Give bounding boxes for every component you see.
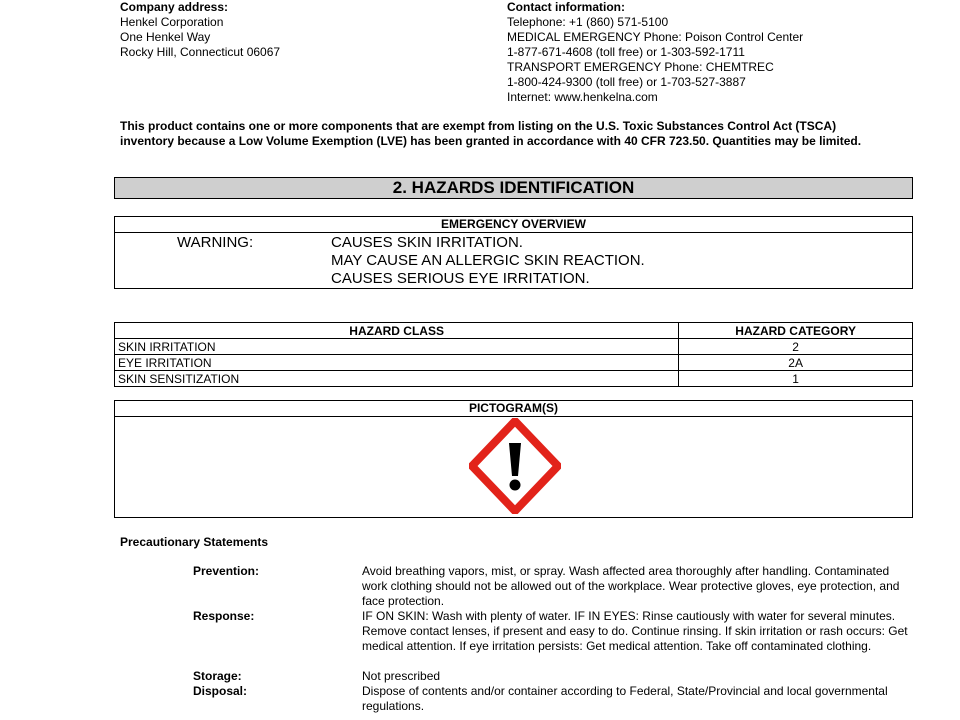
contact-information-block: [507, 0, 803, 105]
hazard-class-cell: SKIN SENSITIZATION: [115, 371, 679, 387]
hazard-class-cell: SKIN IRRITATION: [115, 339, 679, 355]
hazard-category-cell: 2: [679, 339, 913, 355]
contact-line: Telephone: +1 (860) 571-5100: [507, 15, 669, 29]
hazard-classification-table: [114, 322, 913, 387]
tsca-notice: This product contains one or more components that are exempt from listing on the U.S. Toxic Substances Control Act (TSCA) inventory because a Low Volume Exemption (LVE) has been granted in accordance with 40 CFR 723.50. Quantities may be limited.: [120, 119, 862, 148]
contact-line: TRANSPORT EMERGENCY Phone: CHEMTREC: [507, 60, 774, 74]
contact-line: 1-800-424-9300 (toll free) or 1-703-527-3887: [507, 75, 746, 89]
precautionary-statements-title: Precautionary Statements: [120, 535, 269, 549]
hazard-class-cell: EYE IRRITATION: [115, 355, 679, 371]
contact-information-heading: Contact information:: [507, 0, 625, 14]
company-line: Rocky Hill, Connecticut 06067: [120, 45, 281, 59]
hazard-category-cell: 2A: [679, 355, 913, 371]
table-row: [115, 339, 913, 355]
exclamation-mark-diamond-icon: [469, 418, 561, 519]
warning-statements: [331, 234, 645, 288]
hazard-category-header: HAZARD CATEGORY: [679, 323, 913, 339]
storage-text: Not prescribed: [362, 669, 441, 683]
hazard-category-cell: 1: [679, 371, 913, 387]
contact-line: MEDICAL EMERGENCY Phone: Poison Control Center: [507, 30, 804, 44]
warning-statement: MAY CAUSE AN ALLERGIC SKIN REACTION.: [331, 252, 645, 269]
company-line: Henkel Corporation: [120, 15, 224, 29]
company-address-heading: Company address:: [120, 0, 229, 14]
contact-line: Internet: www.henkelna.com: [507, 90, 658, 104]
section-heading: 2. HAZARDS IDENTIFICATION: [114, 177, 913, 199]
storage-label: Storage:: [193, 669, 242, 683]
prevention-label: Prevention:: [193, 564, 260, 578]
pictogram-box: [114, 400, 913, 518]
contact-line: 1-877-671-4608 (toll free) or 1-303-592-1711: [507, 45, 745, 59]
company-line: One Henkel Way: [120, 30, 211, 44]
emergency-overview-heading: EMERGENCY OVERVIEW: [115, 217, 912, 233]
company-address-block: [120, 0, 280, 60]
pictogram-heading: PICTOGRAM(S): [115, 401, 912, 417]
warning-label: WARNING:: [177, 234, 254, 251]
disposal-text: Dispose of contents and/or container according to Federal, State/Provincial and local governmental regulations.: [362, 684, 888, 713]
emergency-overview-box: [114, 216, 913, 289]
response-text: IF ON SKIN: Wash with plenty of water. IF IN EYES: Rinse cautiously with water for several minutes. Remove contact lenses, if present and easy to do. Continue rinsing. If skin irritation or rash occurs: Get medical attention. If eye irritation persists: Get medical attention. Take off contaminated clothing.: [362, 609, 908, 653]
table-header-row: [115, 323, 913, 339]
warning-statement: CAUSES SKIN IRRITATION.: [331, 234, 523, 251]
prevention-text: Avoid breathing vapors, mist, or spray. Wash affected area thoroughly after handling. Contaminated work clothing should not be allowed out of the workplace. Wear protective gloves, eye protection, and face protection.: [362, 564, 900, 608]
warning-statement: CAUSES SERIOUS EYE IRRITATION.: [331, 270, 590, 287]
table-row: [115, 355, 913, 371]
response-label: Response:: [193, 609, 255, 623]
hazard-class-header: HAZARD CLASS: [115, 323, 679, 339]
disposal-label: Disposal:: [193, 684, 248, 698]
table-row: [115, 371, 913, 387]
